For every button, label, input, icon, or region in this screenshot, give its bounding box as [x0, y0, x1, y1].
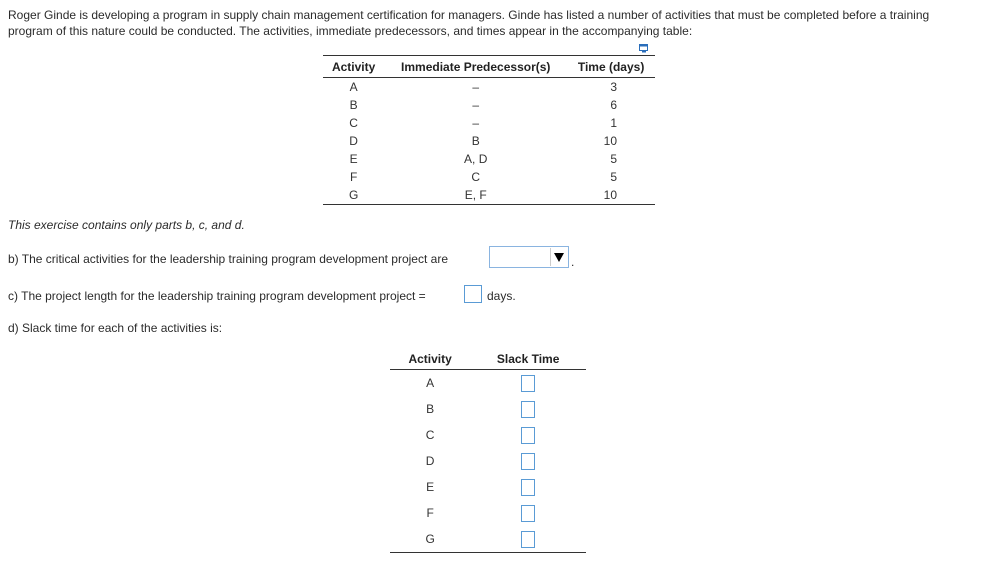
- table-row: [390, 526, 586, 553]
- project-length-input[interactable]: [464, 285, 482, 303]
- slack-input-c[interactable]: [521, 427, 535, 444]
- table-row: [390, 370, 586, 397]
- activity-cell: G: [390, 526, 470, 553]
- slack-input-g[interactable]: [521, 531, 535, 548]
- table-row: [323, 150, 655, 168]
- activity-cell: A: [349, 80, 358, 94]
- activity-cell: A: [426, 376, 435, 390]
- predecessor-cell: –: [472, 98, 480, 112]
- table-row: [323, 168, 655, 186]
- slack-table: [390, 348, 586, 553]
- activity-cell: C: [349, 116, 358, 130]
- time-cell: 10: [567, 186, 655, 205]
- activity-cell: F: [349, 170, 358, 184]
- slack-input-a[interactable]: [521, 375, 535, 392]
- activity-cell: G: [323, 186, 384, 205]
- column-header-activity: Activity: [323, 56, 384, 78]
- table-row: [390, 500, 586, 526]
- table-row: [323, 96, 655, 114]
- activity-cell: B: [426, 402, 435, 416]
- part-d-question: d) Slack time for each of the activities is:: [8, 321, 223, 335]
- column-header-activity: Activity: [390, 348, 470, 370]
- time-cell: 1: [610, 116, 617, 130]
- activity-cell: E: [426, 480, 435, 494]
- time-cell: 3: [610, 80, 617, 94]
- time-cell: 5: [610, 170, 617, 184]
- slack-input-e[interactable]: [521, 479, 535, 496]
- predecessor-cell: B: [471, 134, 480, 148]
- activity-cell: D: [349, 134, 358, 148]
- slack-input-f[interactable]: [521, 505, 535, 522]
- problem-intro: Roger Ginde is developing a program in supply chain management certification for managers. Ginde has listed a number of activities that must be completed before a training program of this nature could be conducted. The activities, immediate predecessors, and times appear in the accompanying table:: [8, 8, 930, 38]
- column-header-predecessors: Immediate Predecessor(s): [384, 56, 567, 78]
- table-row: [390, 422, 586, 448]
- table-row: [323, 186, 655, 205]
- slack-input-d[interactable]: [521, 453, 535, 470]
- popout-icon[interactable]: [639, 44, 649, 53]
- time-cell: 10: [603, 134, 617, 148]
- days-unit: days.: [487, 289, 516, 303]
- part-b-period: .: [571, 255, 575, 269]
- predecessor-cell: E, F: [384, 186, 567, 205]
- slack-input-b[interactable]: [521, 401, 535, 418]
- part-c-question: c) The project length for the leadership training program development project =: [8, 289, 426, 303]
- activity-cell: E: [349, 152, 358, 166]
- table-row: [390, 474, 586, 500]
- column-header-time: Time (days): [567, 56, 655, 78]
- table-row: [323, 132, 655, 150]
- predecessor-cell: A, D: [464, 152, 488, 166]
- activity-cell: D: [425, 454, 435, 468]
- table-row: [390, 396, 586, 422]
- activities-table: [323, 55, 655, 205]
- activity-cell: F: [426, 506, 434, 520]
- critical-activities-select[interactable]: [489, 246, 569, 268]
- dropdown-arrow-icon[interactable]: [550, 248, 567, 266]
- predecessor-cell: C: [471, 170, 481, 184]
- activity-cell: C: [425, 428, 435, 442]
- table-row: [323, 78, 655, 97]
- predecessor-cell: –: [472, 80, 480, 94]
- table-row: [323, 114, 655, 132]
- predecessor-cell: –: [472, 116, 480, 130]
- activity-cell: B: [349, 98, 358, 112]
- time-cell: 6: [610, 98, 617, 112]
- exercise-note: This exercise contains only parts b, c, and d.: [8, 218, 245, 232]
- part-b-question: b) The critical activities for the leadership training program development project are: [8, 252, 448, 266]
- table-row: [390, 448, 586, 474]
- column-header-slack-time: Slack Time: [470, 348, 586, 370]
- time-cell: 5: [610, 152, 617, 166]
